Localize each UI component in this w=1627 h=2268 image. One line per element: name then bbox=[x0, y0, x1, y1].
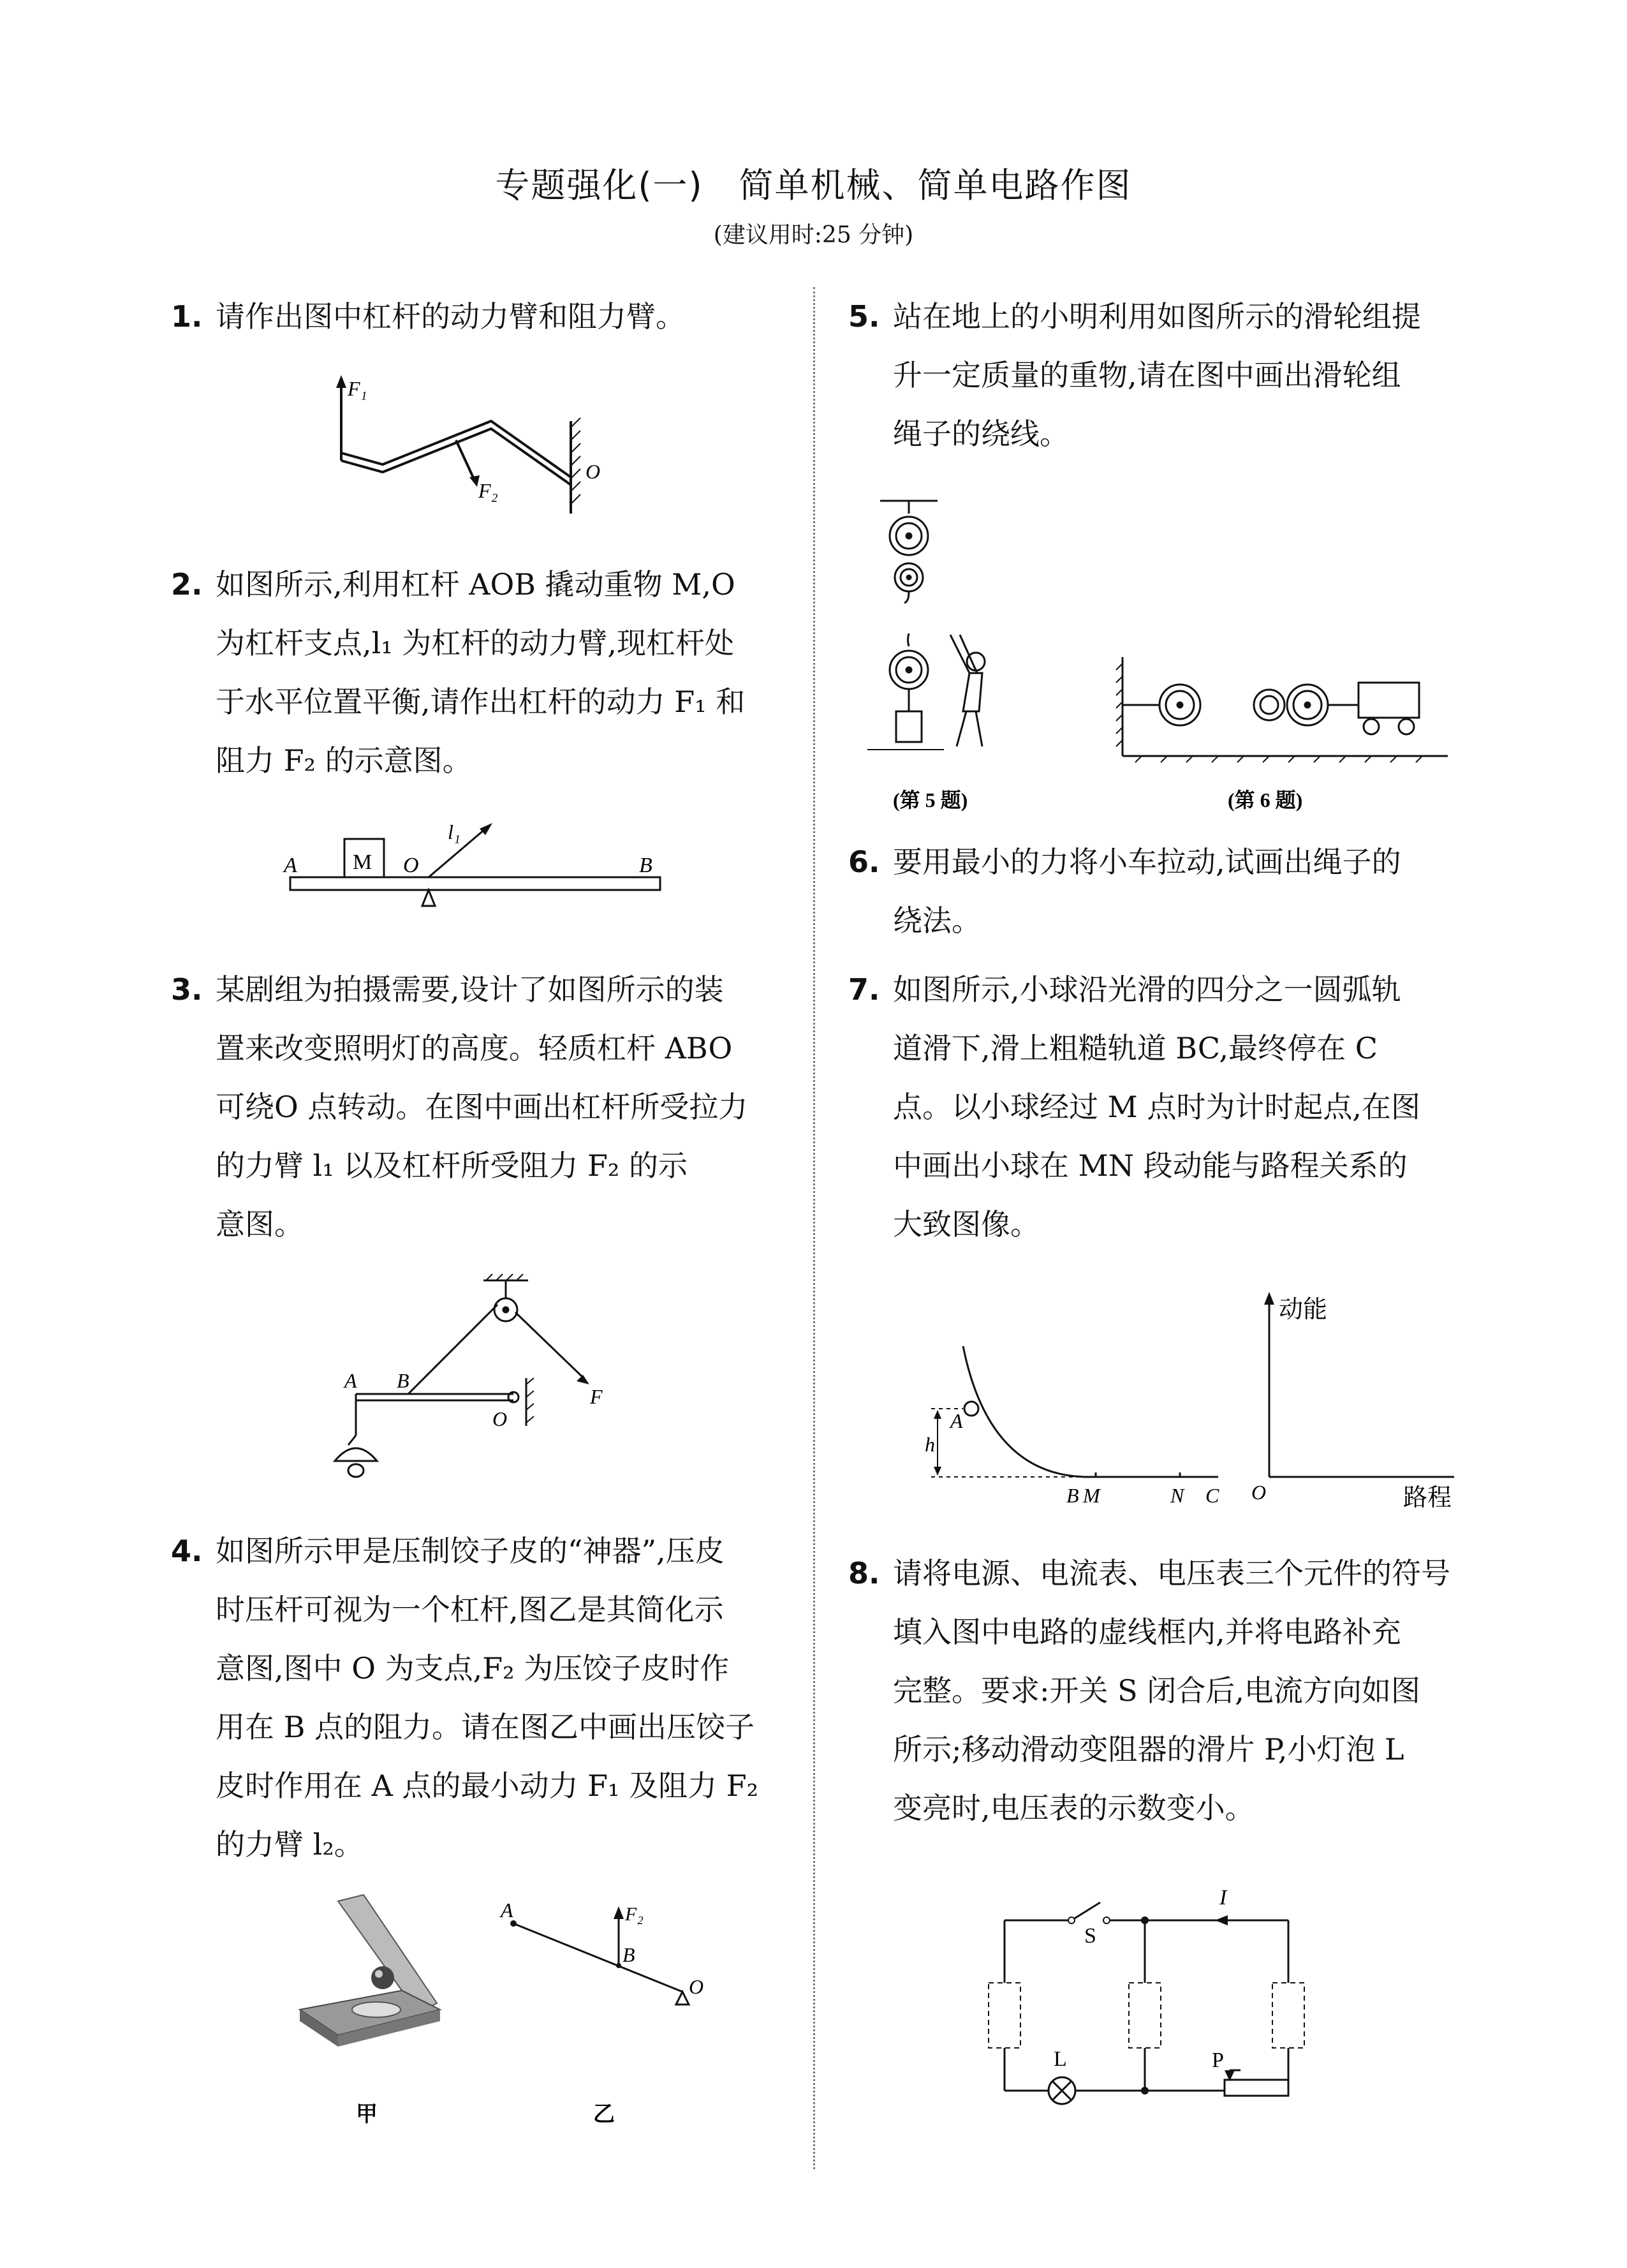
label-f1: F₁ bbox=[348, 377, 367, 400]
page-subtitle: (建议用时:25 分钟) bbox=[713, 222, 914, 248]
figure-lever-2 bbox=[281, 807, 676, 935]
label-o: O bbox=[492, 1407, 508, 1430]
text-line: 道滑下,滑上粗糙轨道 BC,最终停在 C bbox=[893, 1031, 1378, 1065]
question-number: 2. bbox=[171, 567, 203, 602]
press-illustration bbox=[300, 1895, 440, 2047]
text-line: 意图,图中 O 为支点,F₂ 为压饺子皮时作 bbox=[216, 1651, 730, 1686]
question-number: 6. bbox=[848, 845, 880, 879]
column-divider bbox=[813, 287, 815, 2169]
label-n: N bbox=[1170, 1484, 1184, 1507]
label-b: B bbox=[639, 854, 652, 877]
label-b: B bbox=[397, 1369, 409, 1392]
question-text bbox=[893, 960, 1420, 1254]
text-line: 的力臂 l₂。 bbox=[216, 1827, 364, 1862]
label-a: A bbox=[284, 854, 297, 877]
question-number: 3. bbox=[171, 972, 203, 1007]
label-f2: F₂ bbox=[625, 1904, 644, 1925]
text-line: 如图所示甲是压制饺子皮的“神器”,压皮 bbox=[216, 1534, 725, 1568]
question-text bbox=[893, 287, 1421, 463]
question-text bbox=[893, 833, 1401, 950]
label-m: M bbox=[1083, 1484, 1100, 1507]
text-line: 点。以小球经过 M 点时为计时起点,在图 bbox=[893, 1090, 1420, 1124]
text-line: 完整。要求:开关 S 闭合后,电流方向如图 bbox=[893, 1673, 1420, 1708]
label-o: O bbox=[403, 854, 419, 877]
question-number: 8. bbox=[848, 1556, 880, 1590]
text-line: 升一定质量的重物,请在图中画出滑轮组 bbox=[893, 358, 1401, 392]
label-a: A bbox=[501, 1899, 513, 1922]
text-line: 可绕O 点转动。在图中画出杠杆所受拉力 bbox=[216, 1090, 748, 1124]
question-number: 1. bbox=[171, 299, 203, 334]
label-h: h bbox=[925, 1433, 935, 1456]
label-o: O bbox=[689, 1975, 704, 1998]
question-text bbox=[216, 1522, 758, 1874]
figure-lever-3 bbox=[319, 1273, 625, 1496]
caption-yi: 乙 bbox=[593, 2103, 615, 2126]
label-b: B bbox=[622, 1943, 635, 1966]
question-number: 4. bbox=[171, 1534, 203, 1568]
text-line: 所示;移动滑动变阻器的滑片 P,小灯泡 L bbox=[893, 1732, 1404, 1767]
text-line: 绕法。 bbox=[893, 903, 981, 938]
label-c: C bbox=[1205, 1484, 1219, 1507]
figure-circuit bbox=[982, 1876, 1378, 2124]
question-number: 7. bbox=[848, 972, 880, 1007]
y-axis-label: 动能 bbox=[1279, 1296, 1328, 1323]
text-line: 中画出小球在 MN 段动能与路程关系的 bbox=[893, 1148, 1408, 1183]
text-line: 绳子的绕线。 bbox=[893, 417, 1069, 451]
label-a: A bbox=[344, 1369, 357, 1392]
label-slider-p: P bbox=[1212, 2049, 1224, 2072]
text-line: 用在 B 点的阻力。请在图乙中画出压饺子 bbox=[216, 1710, 755, 1744]
question-text bbox=[216, 960, 747, 1254]
label-current-i: I bbox=[1219, 1886, 1227, 1909]
label-b: B bbox=[1066, 1484, 1079, 1507]
label-m: M bbox=[353, 850, 372, 874]
label-lamp-l: L bbox=[1054, 2047, 1067, 2071]
text-line: 的力臂 l₁ 以及杠杆所受阻力 F₂ 的示 bbox=[216, 1148, 688, 1183]
text-line: 填入图中电路的虚线框内,并将电路补充 bbox=[893, 1615, 1401, 1649]
figure-track-graph bbox=[912, 1282, 1486, 1518]
person-figure bbox=[950, 635, 985, 746]
figure-pulley-5-6 bbox=[867, 488, 1461, 826]
caption-q5: (第 5 题) bbox=[893, 789, 968, 812]
page-title: 专题强化(一) 简单机械、简单电路作图 bbox=[495, 165, 1132, 205]
text-line: 置来改变照明灯的高度。轻质杠杆 ABO bbox=[216, 1031, 733, 1065]
text-line: 某剧组为拍摄需要,设计了如图所示的装 bbox=[216, 972, 724, 1007]
label-switch-s: S bbox=[1084, 1924, 1096, 1948]
question-text bbox=[216, 555, 745, 790]
text-line: 要用最小的力将小车拉动,试画出绳子的 bbox=[893, 845, 1401, 879]
label-l1: l₁ bbox=[448, 820, 461, 843]
figure-lever-1 bbox=[319, 370, 625, 517]
x-axis-label: 路程 bbox=[1403, 1485, 1452, 1511]
question-text bbox=[893, 1544, 1450, 1837]
label-f: F bbox=[590, 1385, 603, 1408]
text-line: 大致图像。 bbox=[893, 1207, 1040, 1241]
text-line: 如图所示,利用杠杆 AOB 撬动重物 M,O bbox=[216, 567, 735, 602]
text-line: 变亮时,电压表的示数变小。 bbox=[893, 1791, 1255, 1825]
text-line: 于水平位置平衡,请作出杠杆的动力 F₁ 和 bbox=[216, 685, 746, 719]
text-line: 阻力 F₂ 的示意图。 bbox=[216, 743, 472, 778]
label-f2: F₂ bbox=[478, 479, 498, 502]
car-pulley-6 bbox=[1123, 657, 1448, 756]
text-line: 皮时作用在 A 点的最小动力 F₁ 及阻力 F₂ bbox=[216, 1768, 759, 1803]
caption-q6: (第 6 题) bbox=[1228, 789, 1303, 812]
text-line: 站在地上的小明利用如图所示的滑轮组提 bbox=[893, 299, 1421, 334]
text-line: 意图。 bbox=[216, 1207, 304, 1241]
text-line: 如图所示,小球沿光滑的四分之一圆弧轨 bbox=[893, 972, 1401, 1007]
caption-jia: 甲 bbox=[356, 2103, 378, 2126]
text-line: 为杠杆支点,l₁ 为杠杆的动力臂,现杠杆处 bbox=[216, 626, 735, 660]
label-o: O bbox=[585, 460, 601, 483]
text-line: 请将电源、电流表、电压表三个元件的符号 bbox=[893, 1556, 1450, 1590]
figure-dumpling-press bbox=[287, 1882, 733, 2131]
label-origin: O bbox=[1251, 1481, 1267, 1504]
label-a: A bbox=[950, 1409, 963, 1432]
question-number: 5. bbox=[848, 299, 880, 334]
question-text bbox=[216, 287, 685, 346]
text-line: 时压杆可视为一个杠杆,图乙是其简化示 bbox=[216, 1592, 724, 1627]
pulley-system-5 bbox=[867, 501, 944, 750]
text-line: 请作出图中杠杆的动力臂和阻力臂。 bbox=[216, 299, 685, 334]
